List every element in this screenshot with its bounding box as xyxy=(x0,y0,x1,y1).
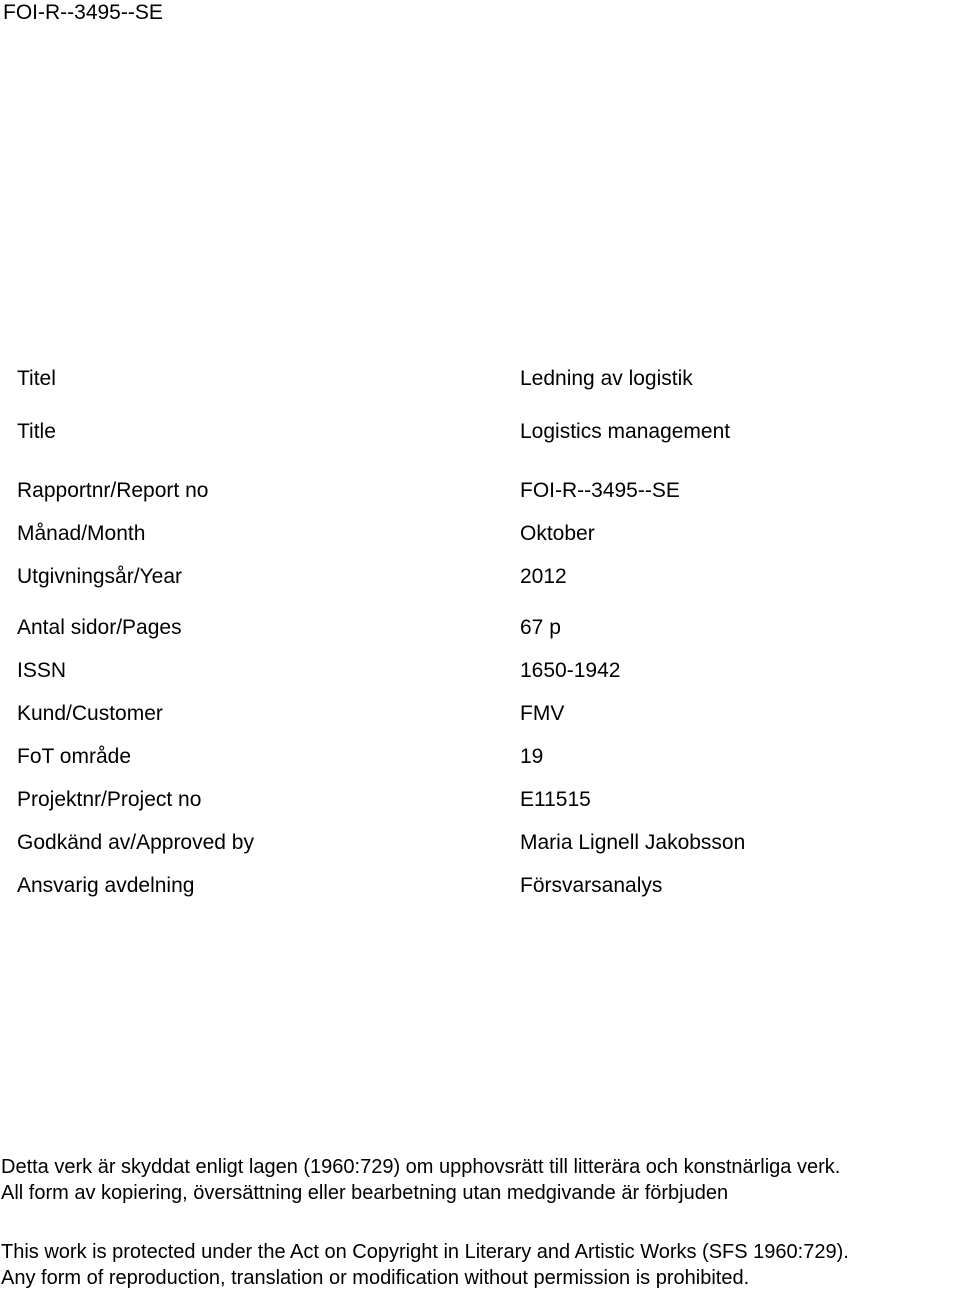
metadata-label: Titel xyxy=(17,367,56,390)
metadata-label: Utgivningsår/Year xyxy=(17,565,182,588)
metadata-value: 67 p xyxy=(520,616,561,639)
copyright-line: This work is protected under the Act on Copyright in Literary and Artistic Works (SFS 1960:729). xyxy=(1,1241,849,1263)
metadata-row-approved-by xyxy=(17,830,937,856)
metadata-label: ISSN xyxy=(17,659,67,682)
metadata-value: FOI-R--3495--SE xyxy=(520,479,680,502)
metadata-label: Godkänd av/Approved by xyxy=(17,831,254,854)
metadata-row-pages xyxy=(17,615,937,641)
report-reference-header: FOI-R--3495--SE xyxy=(3,1,163,24)
copyright-notice-swedish xyxy=(1,1154,959,1206)
metadata-label: Ansvarig avdelning xyxy=(17,874,195,897)
metadata-label: FoT område xyxy=(17,745,131,768)
metadata-label: Månad/Month xyxy=(17,522,146,545)
metadata-row-titel xyxy=(17,366,937,392)
copyright-line: Any form of reproduction, translation or modification without permission is prohibited. xyxy=(1,1267,750,1289)
metadata-label: Rapportnr/Report no xyxy=(17,479,209,502)
metadata-value: E11515 xyxy=(520,788,591,811)
metadata-value: Logistics management xyxy=(520,420,731,443)
metadata-value: Maria Lignell Jakobsson xyxy=(520,831,746,854)
copyright-notice-english xyxy=(1,1239,959,1291)
metadata-label: Antal sidor/Pages xyxy=(17,616,182,639)
copyright-line: All form av kopiering, översättning eller bearbetning utan medgivande är förbjuden xyxy=(1,1182,729,1204)
metadata-value: 1650-1942 xyxy=(520,659,621,682)
metadata-value: Försvarsanalys xyxy=(520,874,663,897)
metadata-value: FMV xyxy=(520,702,565,725)
metadata-row-month xyxy=(17,521,937,547)
metadata-row-year xyxy=(17,564,937,590)
metadata-row-project-no xyxy=(17,787,937,813)
metadata-row-fot-area xyxy=(17,744,937,770)
metadata-label: Kund/Customer xyxy=(17,702,163,725)
metadata-label: Projektnr/Project no xyxy=(17,788,202,811)
copyright-line: Detta verk är skyddat enligt lagen (1960:729) om upphovsrätt till litterära och konstnärliga verk. xyxy=(1,1156,841,1178)
metadata-row-customer xyxy=(17,701,937,727)
metadata-row-report-no xyxy=(17,478,937,504)
metadata-value: 19 xyxy=(520,745,544,768)
metadata-value: Oktober xyxy=(520,522,595,545)
metadata-row-title xyxy=(17,419,937,445)
metadata-label: Title xyxy=(17,420,56,443)
metadata-value: 2012 xyxy=(520,565,567,588)
metadata-row-department xyxy=(17,873,937,899)
metadata-row-issn xyxy=(17,658,937,684)
metadata-value: Ledning av logistik xyxy=(520,367,693,390)
